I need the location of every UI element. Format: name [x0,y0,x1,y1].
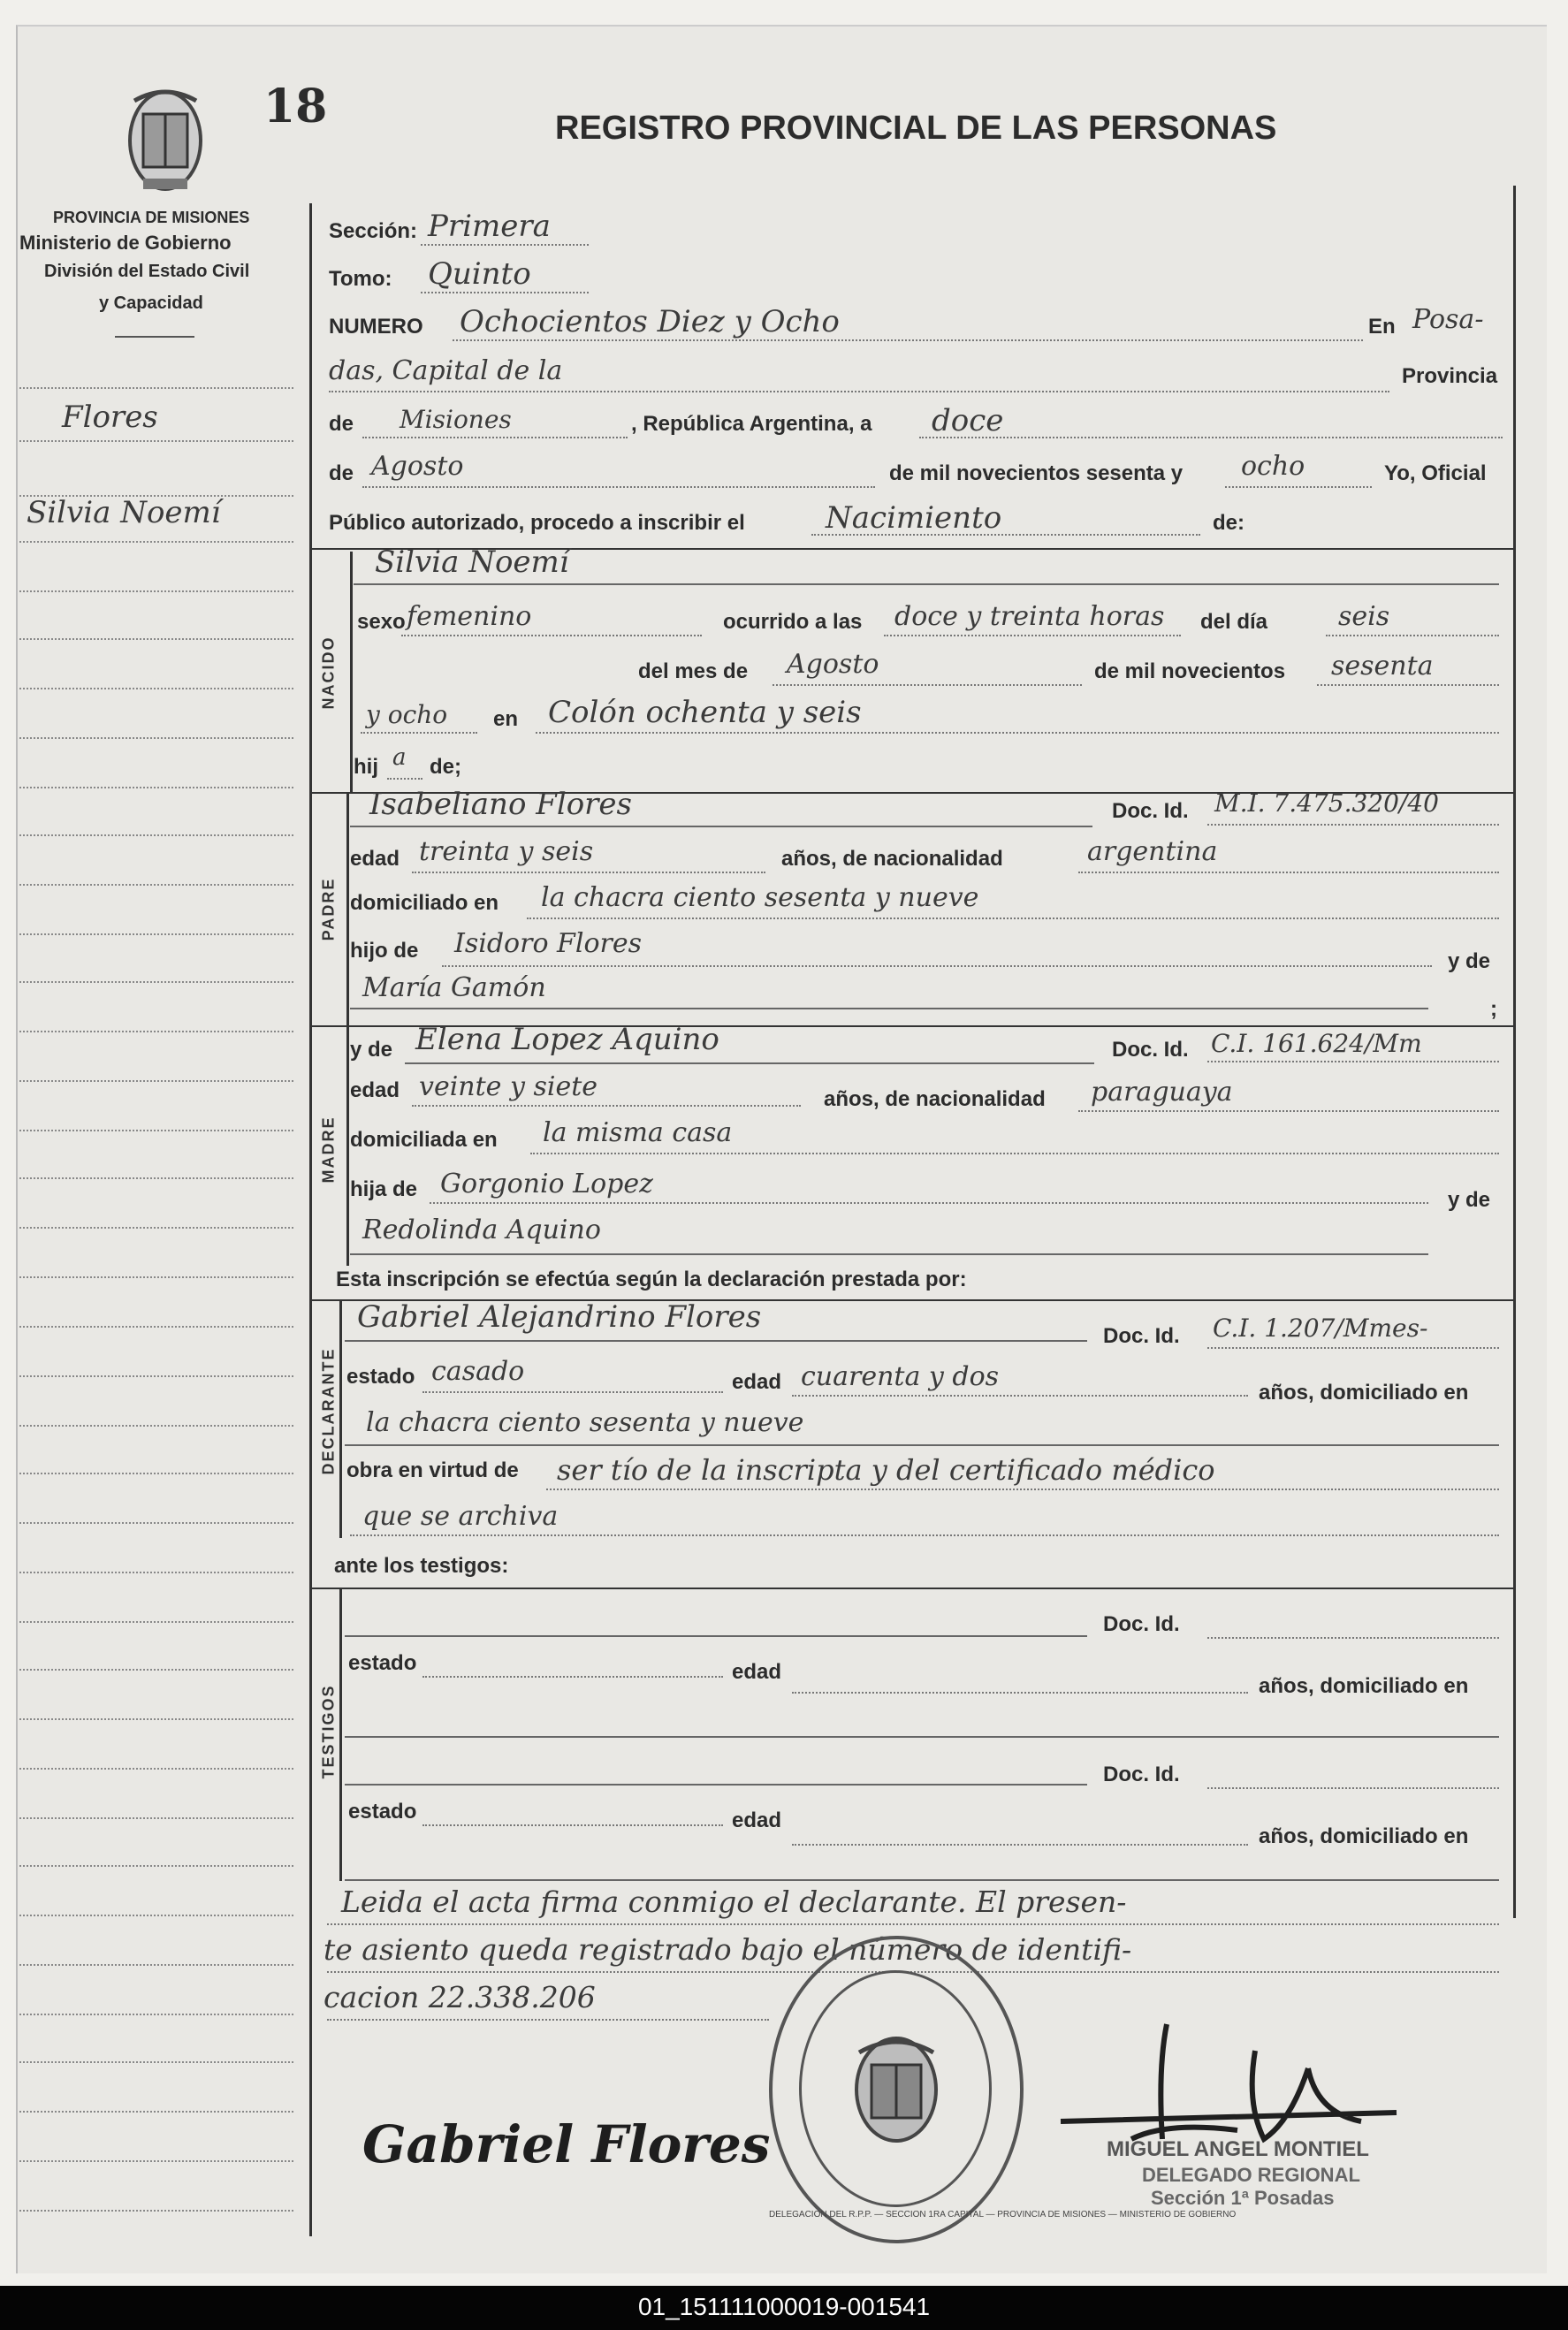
label-hij: hij [354,755,378,779]
section-label-testigos: TESTIGOS [319,1684,338,1779]
line [1207,1347,1499,1349]
value-mes: Agosto [371,451,464,482]
line [1078,1110,1499,1112]
line [884,635,1181,636]
line [361,732,477,734]
label-edad-madre: edad [350,1078,400,1102]
line [327,2019,769,2021]
label-hijo-de: hijo de [350,939,419,963]
document-title: REGISTRO PROVINCIAL DE LAS PERSONAS [555,110,1277,147]
line [527,918,1499,919]
value-padre-madre: María Gamón [362,972,546,1003]
line [1326,635,1499,636]
divider [115,336,194,338]
label-anios-nac-madre: años, de nacionalidad [824,1087,1046,1111]
institution-line-2: Ministerio de Gobierno [19,232,232,254]
line [773,684,1082,686]
line [350,1008,1428,1009]
value-padre-nac: argentina [1087,836,1218,867]
label-esta-inscripcion: Esta inscripción se efectúa según la declaración prestada por: [336,1268,967,1291]
line [421,244,589,246]
value-anio: ocho [1241,451,1305,482]
label-seccion: Sección: [329,219,418,243]
value-padre-doc: M.I. 7.475.320/40 [1214,788,1439,818]
value-madre-padre: Gorgonio Lopez [440,1169,653,1199]
label-doc-id-padre: Doc. Id. [1112,799,1189,823]
value-mes-nac: Agosto [787,649,879,680]
label-del-dia: del día [1200,610,1268,634]
official-seal [769,1936,1237,2243]
line [345,1784,1087,1786]
value-en-1: Posa- [1412,304,1484,335]
value-nota-3: cacion 22.338.206 [323,1980,596,2014]
value-decl-edad: cuarenta y dos [801,1361,1000,1392]
declarant-signature: Gabriel Flores [362,2114,771,2174]
value-sexo: femenino [407,601,532,632]
label-del-mes: del mes de [638,659,749,683]
section-label-madre: MADRE [319,1116,338,1184]
testigos-border [339,1589,342,1881]
seal-emblem-icon [843,2028,949,2151]
section-label-padre: PADRE [319,877,338,941]
official-name: MIGUEL ANGEL MONTIEL [1107,2137,1369,2161]
value-nota-1: Leida el acta firma conmigo el declarante. El presen- [341,1885,1127,1919]
institution-line-4: y Capacidad [99,293,203,313]
label-yo-oficial: Yo, Oficial [1384,461,1487,485]
line [422,1676,723,1678]
padre-border [346,794,349,1025]
section-label-declarante: DECLARANTE [319,1347,338,1475]
label-domiciliado-padre: domiciliado en [350,891,499,915]
label-domiciliada-madre: domiciliada en [350,1128,498,1152]
value-nombre: Silvia Noemí [375,544,569,580]
value-decl-dom: la chacra ciento sesenta y nueve [366,1407,804,1438]
label-edad-decl: edad [732,1370,782,1394]
value-lugar-nac: Colón ochenta y seis [548,695,862,730]
line [530,1153,1499,1154]
line [421,292,589,293]
label-edad-testigo-2: edad [732,1808,782,1832]
value-anio-nac-1: sesenta [1331,651,1434,681]
label-y-de-padre: y de [1448,949,1491,973]
line [405,1062,1094,1064]
label-de-semicolon: de; [430,755,461,779]
line [345,1635,1087,1637]
label-de-mil-nov: de mil novecientos [1094,659,1286,683]
label-anios-dom-testigo-2: años, domiciliado en [1259,1824,1469,1848]
label-semicolon: ; [1490,997,1497,1021]
value-padre-padre: Isidoro Flores [454,928,643,959]
value-madre-madre: Redolinda Aquino [362,1214,601,1245]
line [792,1395,1248,1397]
line [422,1824,723,1826]
label-edad-testigo-1: edad [732,1660,782,1684]
line [354,583,1499,585]
value-padre-nombre: Isabeliano Flores [369,787,632,822]
margin-surname: Flores [62,400,158,435]
line [422,1391,723,1393]
value-madre-dom: la misma casa [543,1117,733,1148]
line [345,1444,1499,1446]
line [1078,872,1499,873]
value-seccion: Primera [428,209,551,244]
label-provincia: Provincia [1402,364,1498,388]
label-doc-id-madre: Doc. Id. [1112,1038,1189,1062]
page-number: 18 [263,80,328,133]
file-id: 01_151111000019-001541 [637,2293,931,2320]
label-sexo: sexo [357,610,406,634]
value-dia-nac: seis [1338,601,1390,632]
label-hija-de: hija de [350,1177,418,1201]
label-estado-testigo-2: estado [348,1800,417,1824]
line [1317,684,1499,686]
line [350,1534,1499,1536]
line [362,437,628,438]
label-doc-id-decl: Doc. Id. [1103,1324,1180,1348]
official-role: DELEGADO REGIONAL [1142,2164,1360,2186]
value-tomo: Quinto [428,256,531,292]
value-numero: Ochocientos Diez y Ocho [460,304,840,339]
value-dia: doce [932,403,1004,438]
line [430,1202,1428,1204]
line [345,1736,1499,1738]
label-y-de-madre-2: y de [1448,1188,1491,1212]
margin-given-names: Silvia Noemí [27,495,221,530]
line [442,965,1432,967]
line [1207,1787,1499,1789]
value-madre-nac: paraguaya [1091,1077,1233,1108]
value-madre-nombre: Elena Lopez Aquino [415,1022,719,1057]
label-ocurrido: ocurrido a las [723,610,863,634]
line [412,872,765,873]
label-en-lugar: en [493,707,519,731]
section-label-nacido: NACIDO [319,636,338,710]
line [412,1105,801,1107]
value-padre-edad: treinta y seis [419,836,594,867]
line [387,778,422,780]
line [1225,486,1372,488]
official-section: Sección 1ª Posadas [1151,2187,1335,2209]
nacido-border [350,552,353,794]
line [919,437,1503,438]
line [811,534,1200,536]
line [401,635,702,636]
institution-line-1: PROVINCIA DE MISIONES [53,209,250,226]
value-hij-suffix: a [392,744,407,771]
line [345,1340,1087,1342]
label-publico: Público autorizado, procedo a inscribir el [329,511,745,535]
label-edad-padre: edad [350,847,400,871]
label-estado-decl: estado [346,1365,415,1389]
label-doc-id-testigo-2: Doc. Id. [1103,1763,1180,1786]
label-republica: , República Argentina, a [631,412,872,436]
value-anio-nac-2: y ocho [366,700,448,729]
label-numero: NUMERO [329,315,423,339]
line [329,391,1389,392]
declarante-border [339,1301,342,1538]
value-decl-obra-1: ser tío de la inscripta y del certificado médico [557,1453,1215,1487]
label-de-2: de [329,461,354,485]
label-anios-nac-padre: años, de nacionalidad [781,847,1003,871]
line [350,1253,1428,1255]
label-y-de-madre: y de [350,1038,393,1062]
line [1207,1061,1499,1062]
line [546,1489,1499,1490]
institution-line-3: División del Estado Civil [44,262,250,281]
value-provincia: Misiones [400,405,512,434]
footer-bar [0,2286,1568,2330]
line [792,1844,1248,1846]
label-estado-testigo-1: estado [348,1651,417,1675]
value-decl-obra-2: que se archiva [362,1501,559,1532]
right-border [1513,186,1516,1918]
value-hora: doce y treinta horas [894,601,1165,632]
label-doc-id-testigo-1: Doc. Id. [1103,1612,1180,1636]
line [350,826,1092,827]
value-nota-2: te asiento queda registrado bajo el número de identifi- [323,1932,1132,1967]
line [345,1879,1499,1881]
value-decl-doc: C.I. 1.207/Mmes- [1213,1313,1428,1343]
section-divider [311,1588,1513,1589]
official-signature-icon [1025,2015,1450,2157]
line [792,1692,1248,1694]
label-obra: obra en virtud de [346,1458,519,1482]
line [1207,824,1499,826]
label-en: En [1368,315,1396,339]
value-madre-edad: veinte y siete [419,1071,598,1102]
left-border [309,203,312,2236]
label-anios-dom-testigo-1: años, domiciliado en [1259,1674,1469,1698]
line [453,339,1363,341]
line [536,732,1499,734]
value-decl-estado: casado [431,1356,525,1387]
value-decl-nombre: Gabriel Alejandrino Flores [357,1299,762,1335]
label-de-mil: de mil novecientos sesenta y [889,461,1184,485]
label-de: de [329,412,354,436]
line [362,486,875,488]
value-en-2: das, Capital de la [329,355,563,386]
value-padre-dom: la chacra ciento sesenta y nueve [541,882,979,913]
label-de-colon: de: [1213,511,1245,535]
value-madre-doc: C.I. 161.624/Mm [1211,1029,1422,1058]
value-acto: Nacimiento [826,500,1002,536]
line [1207,1637,1499,1639]
label-ante: ante los testigos: [334,1554,509,1578]
coat-of-arms-icon [117,83,214,198]
seal-text: DELEGACION DEL R.P.P. — SECCION 1RA CAPITAL — PROVINCIA DE MISIONES — MINISTERIO DE GOBIERNO [769,2210,1237,2220]
madre-border [346,1027,349,1266]
label-anios-dom-decl: años, domiciliado en [1259,1381,1469,1405]
label-tomo: Tomo: [329,267,392,291]
line [327,1923,1499,1925]
